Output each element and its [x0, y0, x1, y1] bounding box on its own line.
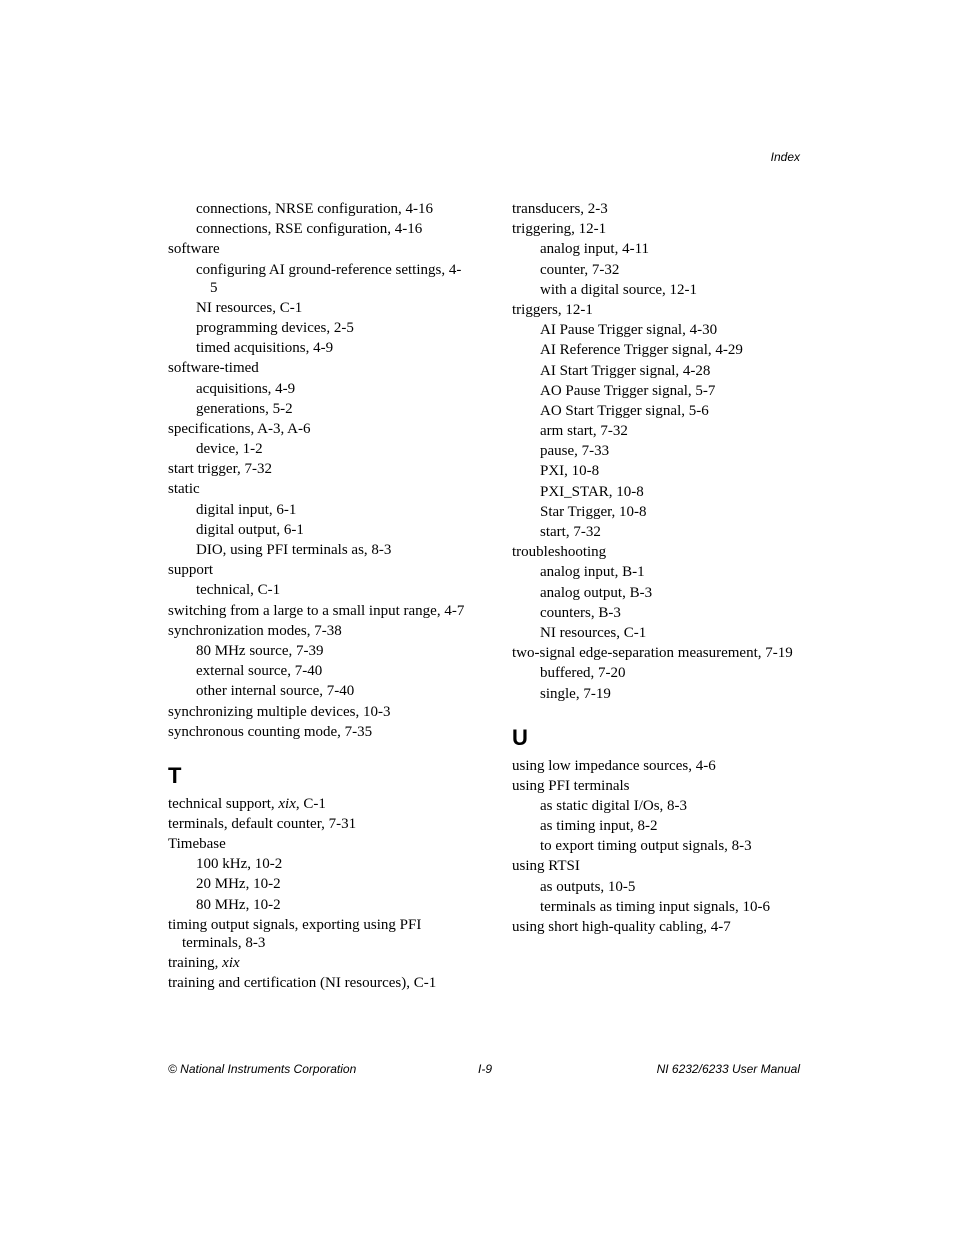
index-subentry: acquisitions, 4-9	[196, 380, 296, 397]
index-subentry: generations, 5-2	[196, 400, 293, 417]
index-subentry: 80 MHz source, 7-39	[196, 642, 324, 659]
index-subentry: AI Pause Trigger signal, 4-30	[540, 322, 718, 339]
index-subentry: device, 1-2	[196, 441, 263, 458]
index-entry: training and certification (NI resources), C-1	[168, 975, 437, 992]
index-letter-heading: U	[512, 724, 528, 750]
index-subentry: digital input, 6-1	[196, 501, 297, 518]
entry-italic-page: xix	[222, 955, 240, 971]
index-subentry: AI Start Trigger signal, 4-28	[540, 362, 711, 379]
index-subentry: 80 MHz, 10-2	[196, 896, 281, 913]
index-subentry: single, 7-19	[540, 685, 611, 702]
index-subentry: NI resources, C-1	[540, 624, 647, 641]
index-subentry: other internal source, 7-40	[196, 683, 355, 700]
index-entry: using short high-quality cabling, 4-7	[512, 919, 731, 935]
footer-copyright: © National Instruments Corporation	[168, 1062, 357, 1076]
index-subentry: analog input, B-1	[540, 564, 645, 581]
index-subentry: analog input, 4-11	[540, 241, 650, 258]
running-header-section: Index	[770, 150, 800, 164]
index-entry: synchronization modes, 7-38	[168, 622, 342, 639]
index-entry: timing output signals, exporting using PFI terminals, 8-3	[168, 916, 422, 951]
index-entry: transducers, 2-3	[512, 201, 608, 217]
index-letter-heading: T	[168, 762, 182, 788]
index-subentry: 100 kHz, 10-2	[196, 856, 283, 873]
index-subentry: configuring AI ground-reference settings, 4-5	[196, 261, 462, 296]
index-entry: static	[168, 481, 200, 498]
index-entry: support	[168, 562, 213, 579]
index-subentry: Star Trigger, 10-8	[540, 503, 647, 520]
index-entry: using low impedance sources, 4-6	[512, 757, 716, 774]
entry-text: training,	[168, 955, 223, 971]
entry-text: technical support,	[168, 795, 279, 812]
index-subentry: AI Reference Trigger signal, 4-29	[540, 342, 743, 359]
index-entry	[168, 954, 468, 972]
index-entry: switching from a large to a small input range, 4-7	[168, 602, 465, 619]
index-subentry: counter, 7-32	[540, 261, 620, 278]
index-subentry: counters, B-3	[540, 604, 621, 621]
index-entry: software	[168, 241, 220, 258]
index-entry: using RTSI	[512, 858, 580, 875]
index-subentry: external source, 7-40	[196, 663, 323, 680]
index-entry: start trigger, 7-32	[168, 461, 272, 478]
index-subentry: buffered, 7-20	[540, 665, 626, 682]
footer-page-number: I-9	[478, 1062, 493, 1076]
index-entry: synchronizing multiple devices, 10-3	[168, 703, 391, 720]
index-subentry: terminals as timing input signals, 10-6	[540, 898, 770, 915]
index-subentry: AO Pause Trigger signal, 5-7	[540, 382, 716, 399]
index-entry: troubleshooting	[512, 544, 607, 561]
entry-italic-page: xix	[278, 795, 296, 812]
entry-text-suffix: , C-1	[295, 795, 326, 812]
index-subentry: DIO, using PFI terminals as, 8-3	[196, 542, 392, 558]
index-subentry: with a digital source, 12-1	[540, 281, 698, 298]
index-entry: specifications, A-3, A-6	[168, 420, 311, 437]
index-subentry: PXI_STAR, 10-8	[540, 483, 644, 500]
index-column-right	[512, 200, 812, 938]
index-subentry: PXI, 10-8	[540, 463, 600, 480]
index-entry: synchronous counting mode, 7-35	[168, 723, 373, 740]
index-subentry: analog output, B-3	[540, 584, 653, 601]
index-subentry: timed acquisitions, 4-9	[196, 340, 334, 357]
index-entry: triggering, 12-1	[512, 221, 607, 238]
index-subentry: as outputs, 10-5	[540, 878, 636, 895]
index-subentry: to export timing output signals, 8-3	[540, 838, 752, 855]
index-subentry: arm start, 7-32	[540, 423, 628, 440]
index-subentry: connections, RSE configuration, 4-16	[196, 221, 423, 238]
index-entry: two-signal edge-separation measurement, 7-19	[512, 645, 793, 662]
index-entry: triggers, 12-1	[512, 301, 593, 318]
index-subentry: as static digital I/Os, 8-3	[540, 797, 688, 814]
index-subentry: 20 MHz, 10-2	[196, 876, 281, 893]
index-entry: software-timed	[168, 360, 259, 377]
index-entry: Timebase	[168, 836, 226, 853]
index-subentry: connections, NRSE configuration, 4-16	[196, 201, 434, 217]
index-subentry: programming devices, 2-5	[196, 319, 354, 336]
index-subentry: pause, 7-33	[540, 443, 610, 460]
index-subentry: digital output, 6-1	[196, 521, 304, 538]
index-subentry: NI resources, C-1	[196, 299, 303, 316]
index-column-left	[168, 200, 468, 994]
index-subentry: start, 7-32	[540, 524, 601, 540]
index-entry: using PFI terminals	[512, 777, 630, 794]
index-subentry: AO Start Trigger signal, 5-6	[540, 402, 709, 419]
index-subentry: technical, C-1	[196, 582, 281, 599]
index-subentry: as timing input, 8-2	[540, 818, 658, 835]
footer-manual-title: NI 6232/6233 User Manual	[656, 1062, 800, 1076]
index-entry	[168, 795, 468, 813]
index-entry: terminals, default counter, 7-31	[168, 815, 357, 832]
